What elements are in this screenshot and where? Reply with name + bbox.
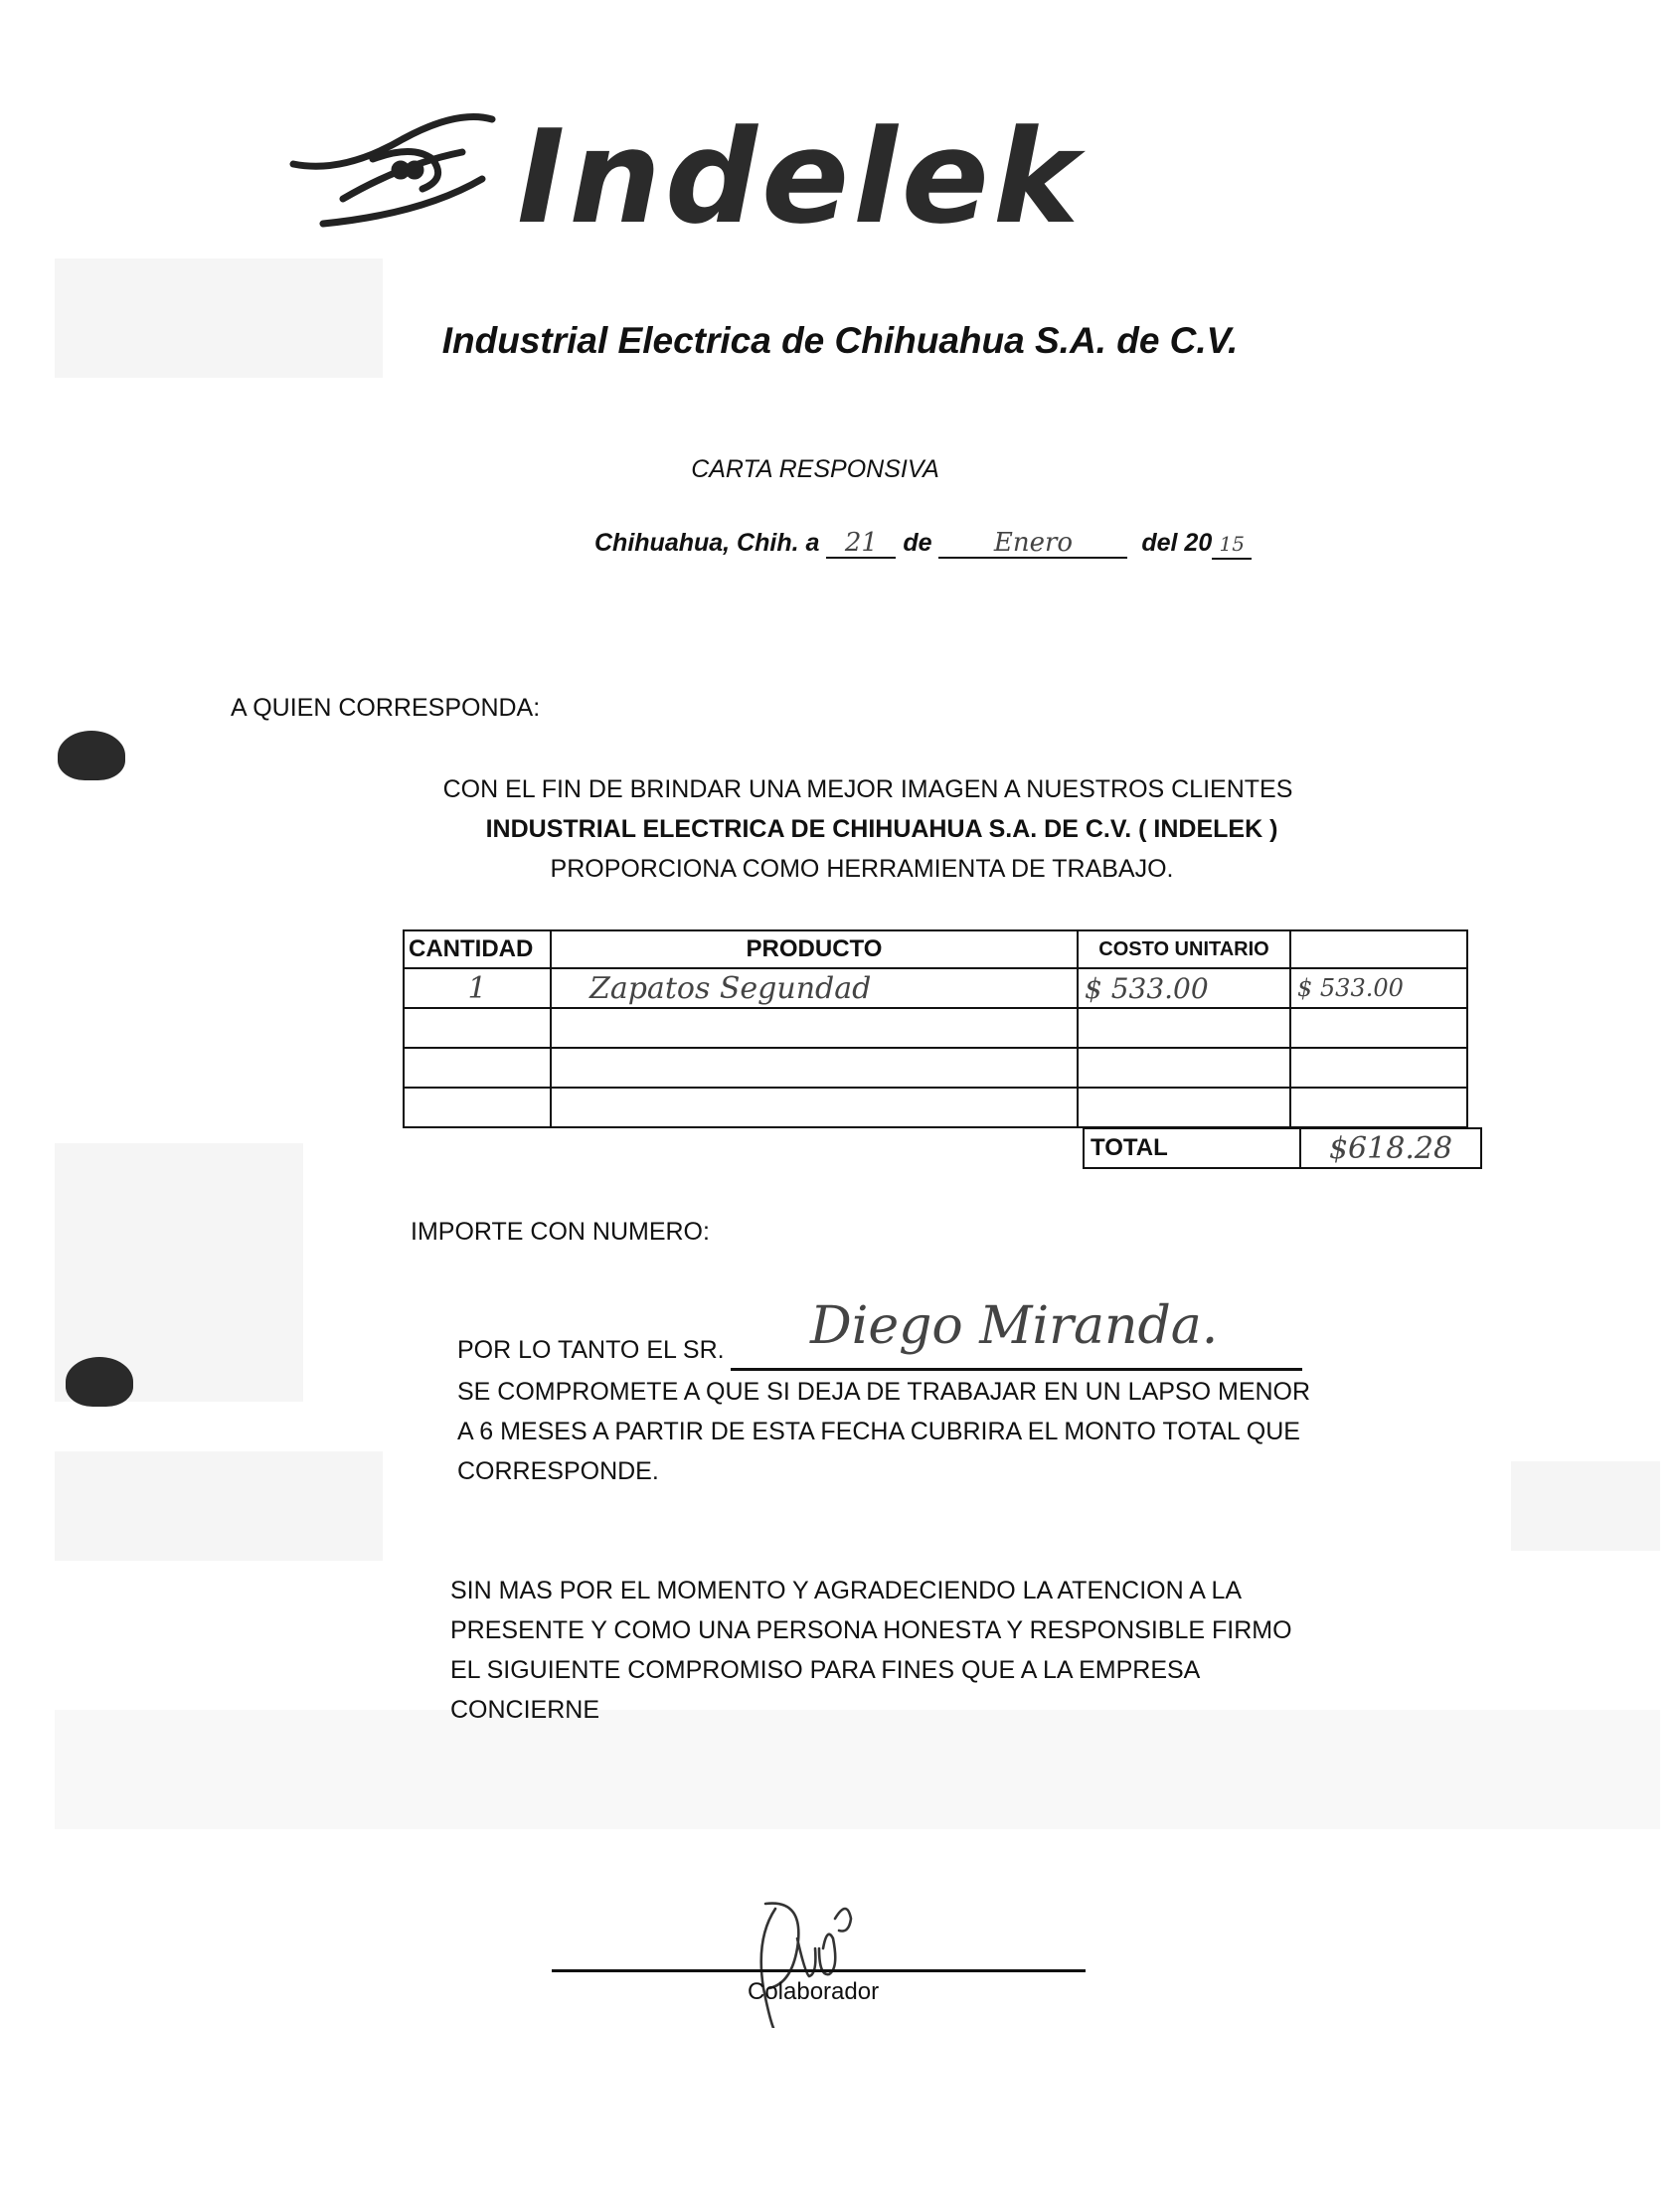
closing-paragraph	[450, 1571, 1292, 1730]
table-row	[404, 1048, 1467, 1088]
closing-line-2: PRESENTE Y COMO UNA PERSONA HONESTA Y RESPONSIBLE FIRMO	[450, 1616, 1292, 1644]
total-value: $618.28	[1300, 1128, 1481, 1168]
header-costo-unitario: COSTO UNITARIO	[1078, 930, 1290, 968]
commitment-prefix: POR LO TANTO EL SR.	[457, 1336, 725, 1364]
cell-producto	[551, 1048, 1078, 1088]
cell-producto: Zapatos Segundad	[551, 968, 1078, 1008]
cell-cantidad: 1	[404, 968, 551, 1008]
total-box	[1083, 1127, 1482, 1169]
cell-cantidad	[404, 1008, 551, 1048]
svg-text:Indelek: Indelek	[517, 104, 1084, 253]
date-del: del 20	[1141, 529, 1213, 557]
cell-producto	[551, 1088, 1078, 1127]
intro-line-2: INDUSTRIAL ELECTRICA DE CHIHUAHUA S.A. DE C.V. ( INDELEK )	[485, 815, 1278, 843]
product-table	[403, 929, 1468, 1128]
scan-ghost-right-1	[1511, 1461, 1660, 1551]
intro-line-1: CON EL FIN DE BRINDAR UNA MEJOR IMAGEN A NUESTROS CLIENTES	[442, 775, 1293, 803]
company-name: Industrial Electrica de Chihuahua S.A. de C.V.	[441, 320, 1239, 361]
table-row	[404, 1088, 1467, 1127]
year-value: 15	[1219, 532, 1245, 556]
cell-cantidad	[404, 1088, 551, 1127]
total-label: TOTAL	[1084, 1128, 1300, 1168]
month-field	[938, 529, 1127, 559]
cell-importe	[1290, 1088, 1467, 1127]
commitment-paragraph	[457, 1372, 1310, 1491]
header-importe	[1290, 930, 1467, 968]
day-field	[826, 529, 896, 559]
employee-name: Diego Miranda.	[810, 1296, 1219, 1356]
month-value: Enero	[993, 528, 1074, 558]
closing-line-3: EL SIGUIENTE COMPROMISO PARA FINES QUE A LA EMPRESA	[450, 1656, 1201, 1684]
closing-line-1: SIN MAS POR EL MOMENTO Y AGRADECIENDO LA ATENCION A LA	[450, 1577, 1243, 1604]
cell-costo-unitario	[1078, 1048, 1290, 1088]
date-line	[594, 529, 1252, 560]
commitment-line-3: CORRESPONDE.	[457, 1457, 659, 1485]
document-title: CARTA RESPONSIVA	[691, 455, 939, 483]
year-field	[1212, 529, 1252, 560]
cell-importe	[1290, 1008, 1467, 1048]
importe-label: IMPORTE CON NUMERO:	[411, 1218, 710, 1246]
intro-line-3: PROPORCIONA COMO HERRAMIENTA DE TRABAJO.	[550, 855, 1174, 883]
cell-costo-unitario: $ 533.00	[1078, 968, 1290, 1008]
closing-line-4: CONCIERNE	[450, 1696, 600, 1724]
indelek-logo	[283, 104, 1427, 253]
date-de: de	[903, 529, 932, 557]
day-value: 21	[844, 528, 878, 558]
scan-ghost-left-3	[55, 1451, 383, 1561]
date-prefix: Chihuahua, Chih. a	[594, 529, 820, 557]
salutation: A QUIEN CORRESPONDA:	[231, 694, 541, 722]
punch-hole-bottom	[66, 1357, 133, 1407]
cell-importe	[1290, 1048, 1467, 1088]
cell-cantidad	[404, 1048, 551, 1088]
table-row	[404, 1008, 1467, 1048]
header-producto: PRODUCTO	[551, 930, 1078, 968]
signature-label: Colaborador	[748, 1978, 880, 2005]
commitment-line-1: SE COMPROMETE A QUE SI DEJA DE TRABAJAR EN UN LAPSO MENOR	[457, 1378, 1311, 1406]
punch-hole-top	[58, 731, 125, 780]
header-cantidad: CANTIDAD	[404, 930, 551, 968]
commitment-line-2: A 6 MESES A PARTIR DE ESTA FECHA CUBRIRA EL MONTO TOTAL QUE	[457, 1418, 1300, 1445]
table-row	[404, 968, 1467, 1008]
cell-importe: $ 533.00	[1290, 968, 1467, 1008]
swirl-logo-mark	[293, 117, 492, 225]
cell-producto	[551, 1008, 1078, 1048]
cell-costo-unitario	[1078, 1088, 1290, 1127]
employee-name-field	[731, 1294, 1302, 1371]
signature-line	[552, 1969, 1086, 1972]
cell-costo-unitario	[1078, 1008, 1290, 1048]
table-header-row	[404, 930, 1467, 968]
